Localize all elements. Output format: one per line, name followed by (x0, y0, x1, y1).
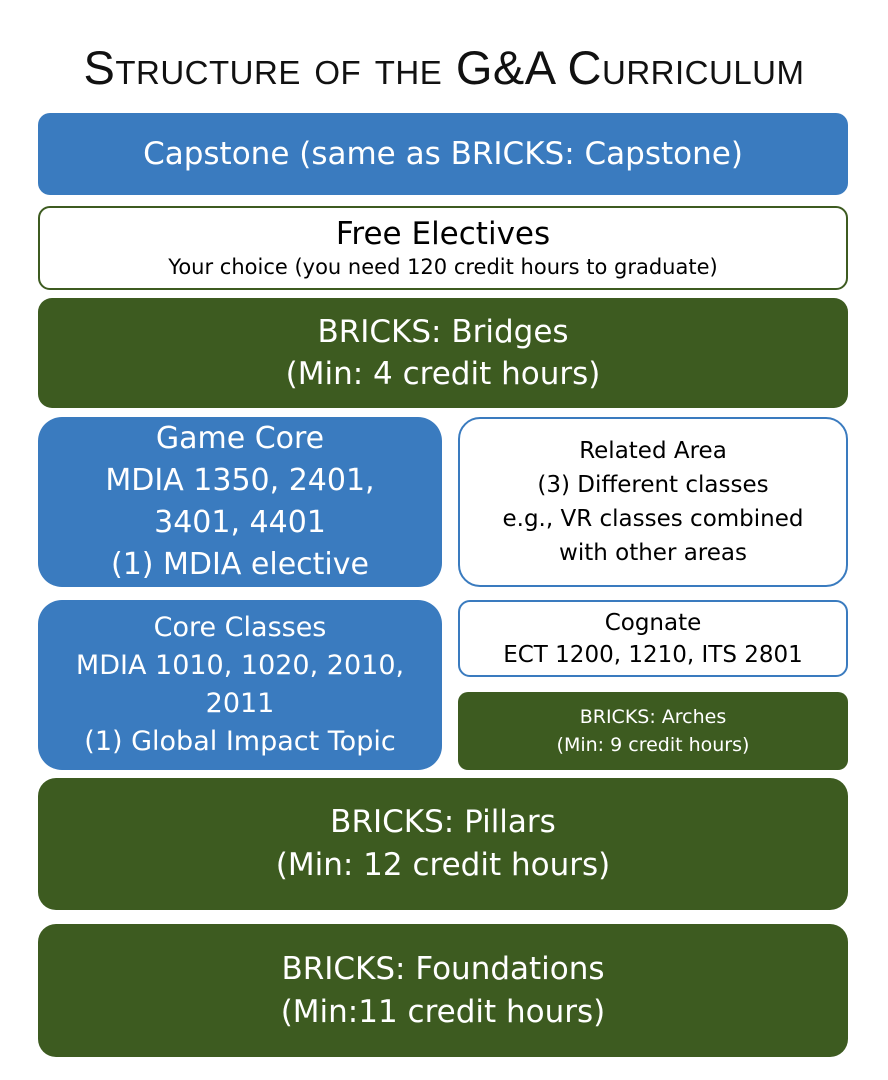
arches-credits: (Min: 9 credit hours) (556, 734, 750, 756)
game-core-block (38, 417, 442, 587)
pillars-credits: (Min: 12 credit hours) (275, 847, 611, 883)
foundations-block (38, 924, 848, 1057)
core-classes-block (38, 600, 442, 770)
free-electives-detail: Your choice (you need 120 credit hours to graduate) (168, 255, 718, 279)
related-area-detail-3: with other areas (559, 540, 747, 566)
cognate-block (458, 600, 848, 677)
bridges-label: BRICKS: Bridges (317, 314, 569, 350)
arches-block (458, 692, 848, 770)
core-classes-topic: (1) Global Impact Topic (84, 726, 396, 757)
core-classes-title: Core Classes (153, 612, 327, 643)
related-area-block (458, 417, 848, 587)
pillars-block (38, 778, 848, 910)
free-electives-heading: Free Electives (335, 216, 551, 252)
core-classes-courses-2: 2011 (205, 688, 275, 719)
bridges-block (38, 298, 848, 408)
game-core-courses-1: MDIA 1350, 2401, (105, 463, 375, 498)
related-area-title: Related Area (579, 438, 727, 464)
arches-label: BRICKS: Arches (579, 706, 727, 728)
cognate-title: Cognate (604, 609, 702, 636)
foundations-credits: (Min:11 credit hours) (280, 993, 606, 1030)
game-core-elective: (1) MDIA elective (111, 547, 369, 582)
diagram-title: Structure of the G&A Curriculum (83, 41, 805, 94)
capstone-label: Capstone (same as BRICKS: Capstone) (143, 136, 743, 172)
capstone-block (38, 113, 848, 195)
game-core-courses-2: 3401, 4401 (154, 505, 326, 540)
bridges-credits: (Min: 4 credit hours) (285, 356, 601, 392)
cognate-courses: ECT 1200, 1210, ITS 2801 (503, 641, 803, 668)
pillars-label: BRICKS: Pillars (330, 804, 556, 840)
related-area-detail-1: (3) Different classes (537, 472, 769, 498)
free-electives-block (38, 206, 848, 290)
related-area-detail-2: e.g., VR classes combined (502, 506, 804, 532)
foundations-label: BRICKS: Foundations (281, 950, 605, 987)
core-classes-courses-1: MDIA 1010, 1020, 2010, (75, 650, 405, 681)
game-core-title: Game Core (155, 421, 325, 456)
